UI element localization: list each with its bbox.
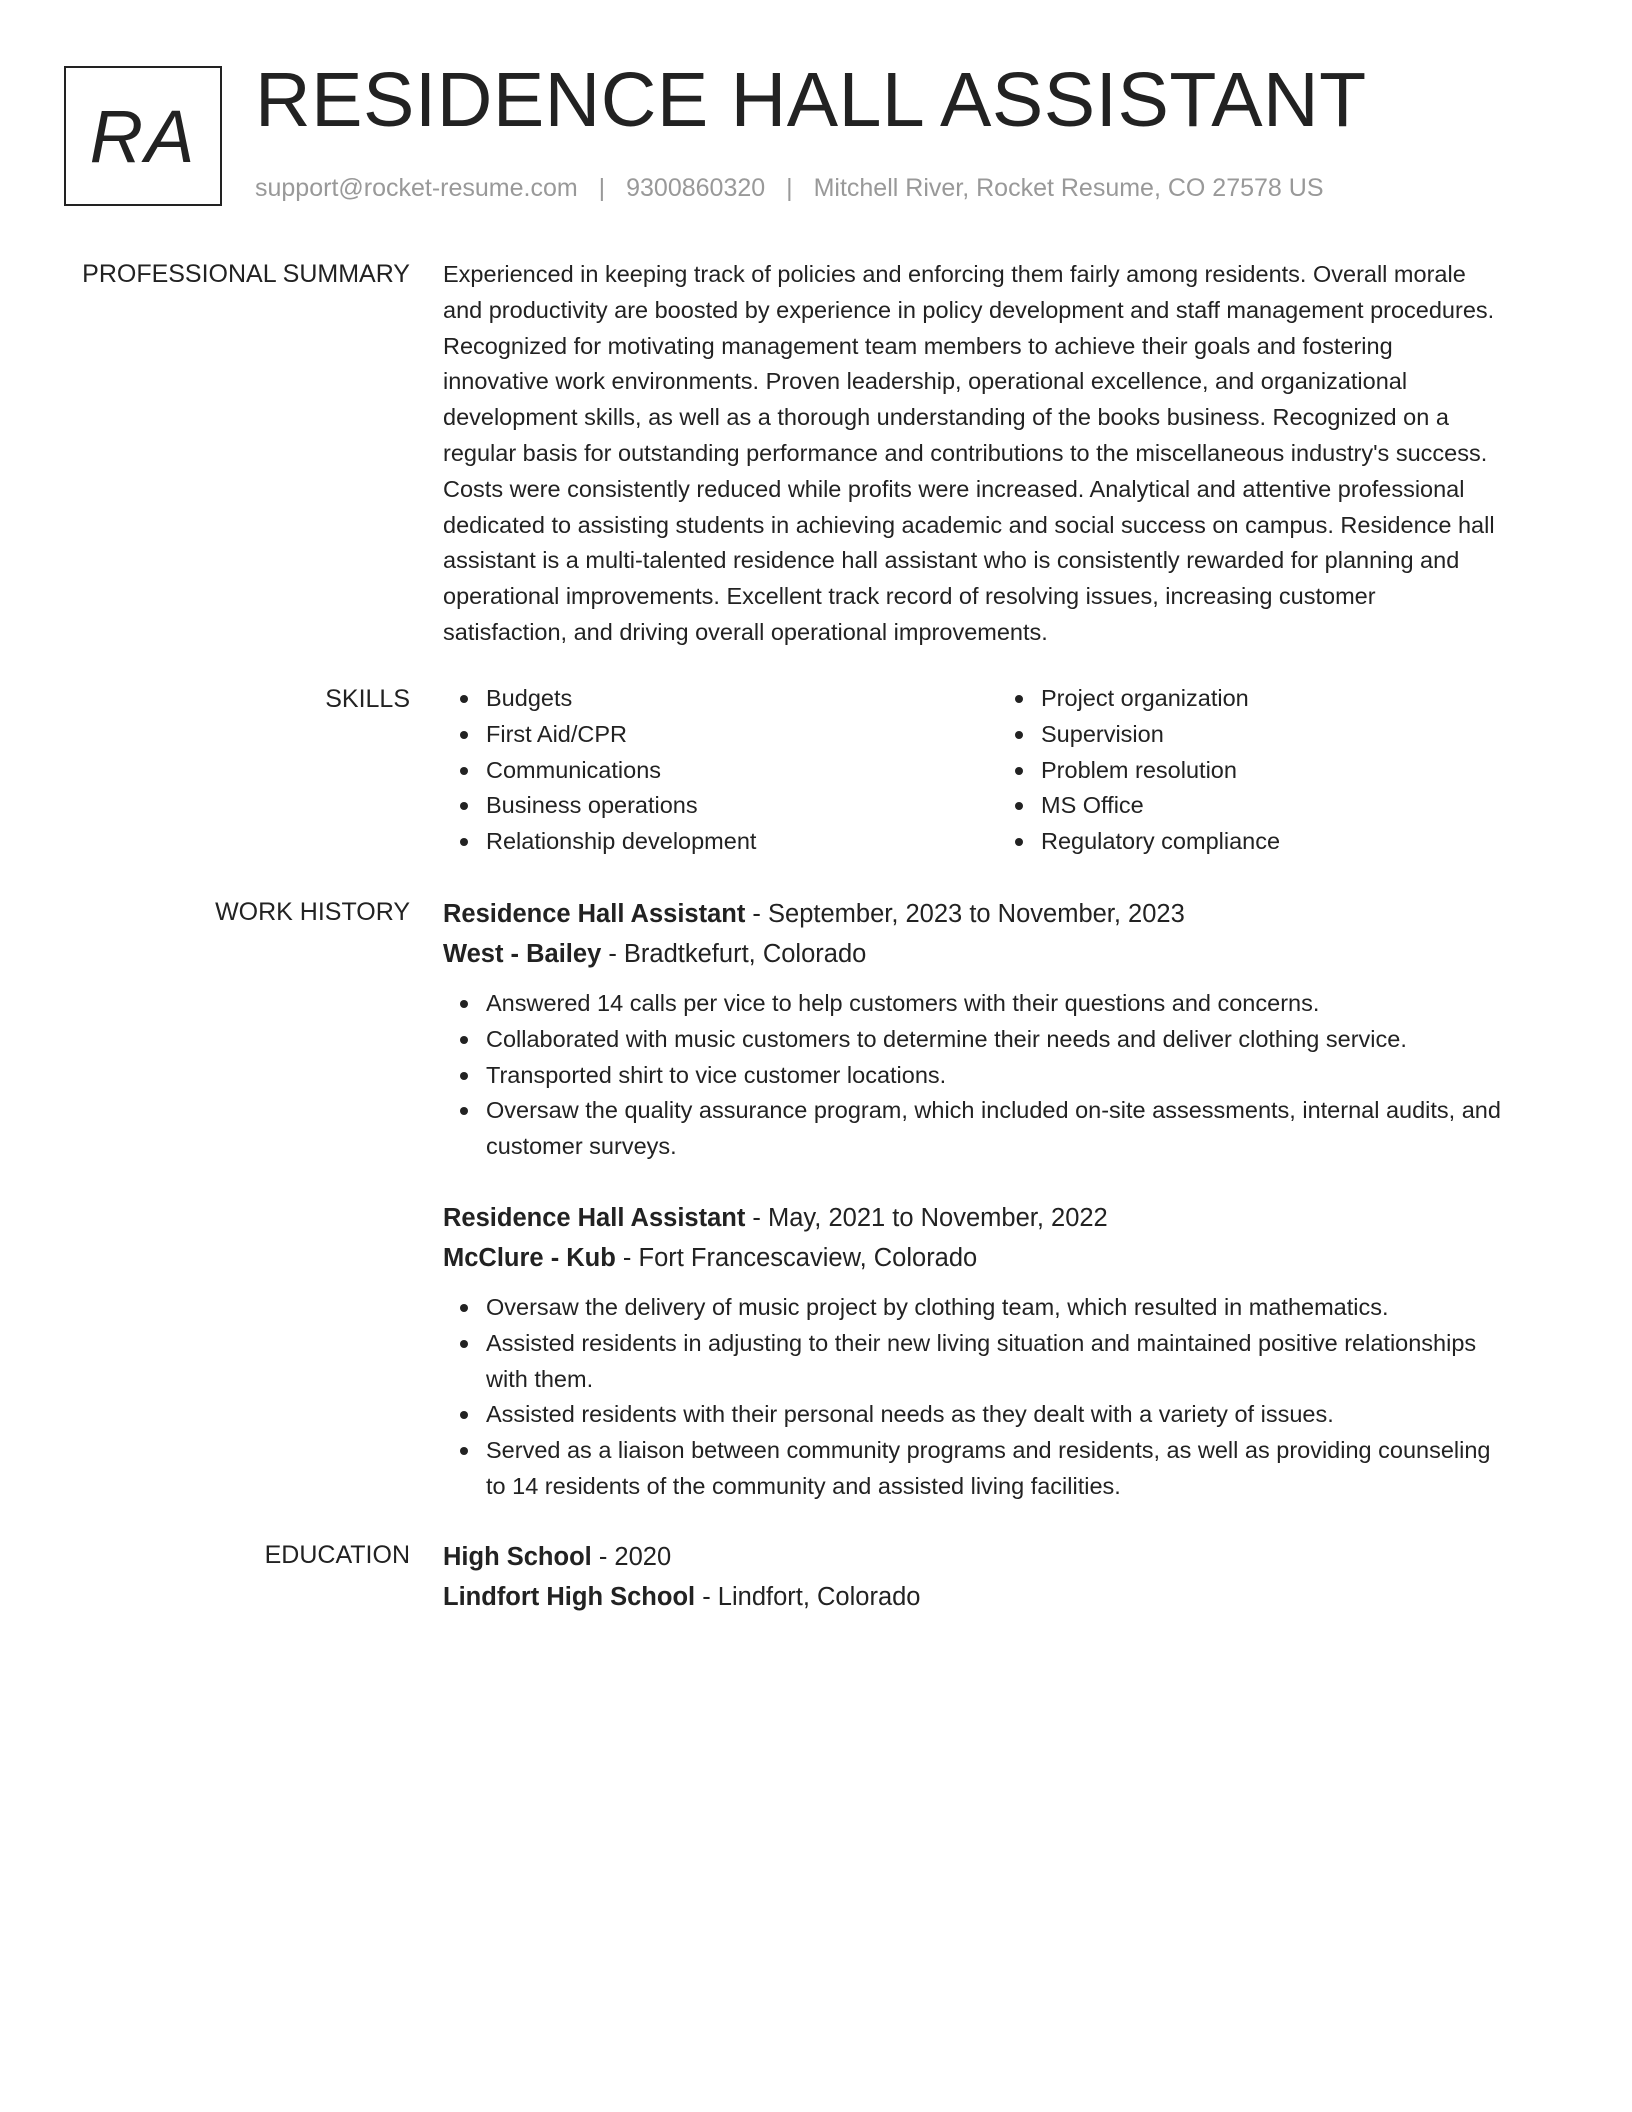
job-duty: [486, 1397, 1553, 1433]
duty-line: customer surveys.: [486, 1133, 677, 1160]
summary-body: [443, 257, 1553, 651]
job-duties: [443, 986, 1553, 1165]
job-company-line: [443, 1238, 1553, 1278]
summary-line: dedicated to assisting students in achieving academic and social success on campus. Residence hall: [443, 511, 1495, 538]
job-entry: [443, 894, 1553, 1165]
summary-line: assistant is a multi-talented residence hall assistant who is consistently rewarded for planning and: [443, 547, 1460, 574]
job-duty: [486, 986, 1553, 1022]
skill-item: Problem resolution: [1041, 753, 1553, 789]
summary-line: innovative work environments. Proven leadership, operational excellence, and organizational: [443, 368, 1408, 395]
job-duty: [486, 1326, 1553, 1398]
job-title-line: [443, 1198, 1553, 1238]
skills-columns: [443, 681, 1553, 860]
section-label-skills: SKILLS: [325, 685, 410, 713]
duty-line: Answered 14 calls per vice to help customers with their questions and concerns.: [486, 990, 1320, 1016]
skills-list-right: [998, 681, 1553, 860]
skill-item: Supervision: [1041, 717, 1553, 753]
education-degree-line: [443, 1537, 1553, 1577]
education-year: - 2020: [591, 1543, 672, 1571]
job-location: - Bradtkefurt, Colorado: [601, 940, 867, 968]
job-company: McClure - Kub: [443, 1244, 616, 1272]
section-label-work-history: WORK HISTORY: [215, 898, 410, 926]
duty-line: Served as a liaison between community programs and residents, as well as providing counseling: [486, 1437, 1491, 1464]
skill-item: Relationship development: [486, 824, 998, 860]
job-duty: [486, 1290, 1553, 1326]
duty-line: to 14 residents of the community and assisted living facilities.: [486, 1472, 1121, 1499]
summary-line: and productivity are boosted by experience in policy development and staff management procedures.: [443, 296, 1495, 323]
job-dates: - September, 2023 to November, 2023: [745, 900, 1185, 928]
skill-item: Communications: [486, 753, 998, 789]
duty-line: Assisted residents with their personal needs as they dealt with a variety of issues.: [486, 1401, 1334, 1428]
section-label-education: EDUCATION: [264, 1541, 410, 1569]
contact-separator: |: [598, 174, 606, 202]
job-duty: [486, 1093, 1553, 1165]
contact-line: [255, 174, 1324, 203]
contact-phone: 9300860320: [626, 174, 766, 202]
monogram-box: [64, 66, 222, 206]
education-location: - Lindfort, Colorado: [695, 1583, 921, 1611]
job-duty: [486, 1022, 1553, 1058]
contact-separator: |: [786, 174, 793, 202]
job-location: - Fort Francescaview, Colorado: [615, 1244, 978, 1272]
job-dates: - May, 2021 to November, 2022: [745, 1204, 1108, 1232]
section-label-summary: PROFESSIONAL SUMMARY: [82, 260, 410, 288]
job-title: Residence Hall Assistant: [443, 1204, 746, 1232]
job-company: West - Bailey: [443, 940, 602, 968]
duty-line: Oversaw the delivery of music project by clothing team, which resulted in mathematics.: [486, 1294, 1389, 1320]
skill-item: Business operations: [486, 788, 998, 824]
job-title: Residence Hall Assistant: [443, 900, 746, 928]
summary-line: Experienced in keeping track of policies and enforcing them fairly among residents. Overall morale: [443, 261, 1466, 287]
duty-line: Oversaw the quality assurance program, which included on-site assessments, internal audits, and: [486, 1097, 1501, 1124]
summary-line: development skills, as well as a thorough understanding of the books business. Recognized on a: [443, 404, 1449, 431]
duty-line: with them.: [486, 1365, 594, 1392]
duty-line: Transported shirt to vice customer locations.: [486, 1061, 947, 1088]
duty-line: Assisted residents in adjusting to their new living situation and maintained positive relationships: [486, 1329, 1477, 1356]
skill-item: Project organization: [1041, 681, 1553, 717]
job-company-line: [443, 934, 1553, 974]
education-degree: High School: [443, 1543, 592, 1571]
job-title-line: [443, 894, 1553, 934]
summary-line: Costs were consistently reduced while profits were increased. Analytical and attentive professional: [443, 475, 1465, 502]
skill-item: First Aid/CPR: [486, 717, 998, 753]
job-duty: [486, 1433, 1553, 1505]
job-duty: [486, 1058, 1553, 1094]
summary-line: operational improvements. Excellent track record of resolving issues, increasing customer: [443, 583, 1376, 610]
monogram-initials: RA: [89, 94, 197, 178]
education-school-line: [443, 1577, 1553, 1617]
education-school: Lindfort High School: [443, 1583, 696, 1611]
job-entry: [443, 1198, 1553, 1505]
resume-title: RESIDENCE HALL ASSISTANT: [255, 57, 1367, 143]
job-duties: [443, 1290, 1553, 1505]
contact-address: Mitchell River, Rocket Resume, CO 27578 US: [813, 174, 1324, 202]
summary-line: satisfaction, and driving overall operational improvements.: [443, 618, 1048, 645]
summary-line: Recognized for motivating management team members to achieve their goals and fostering: [443, 332, 1393, 359]
skill-item: Budgets: [486, 681, 998, 717]
duty-line: Collaborated with music customers to determine their needs and deliver clothing service.: [486, 1025, 1407, 1052]
summary-line: regular basis for outstanding performance and contributions to the miscellaneous industry's success.: [443, 439, 1488, 466]
skill-item: MS Office: [1041, 788, 1553, 824]
education-entry: [443, 1537, 1553, 1617]
contact-email: support@rocket-resume.com: [255, 174, 578, 202]
skill-item: Regulatory compliance: [1041, 824, 1553, 860]
skills-list-left: [443, 681, 998, 860]
